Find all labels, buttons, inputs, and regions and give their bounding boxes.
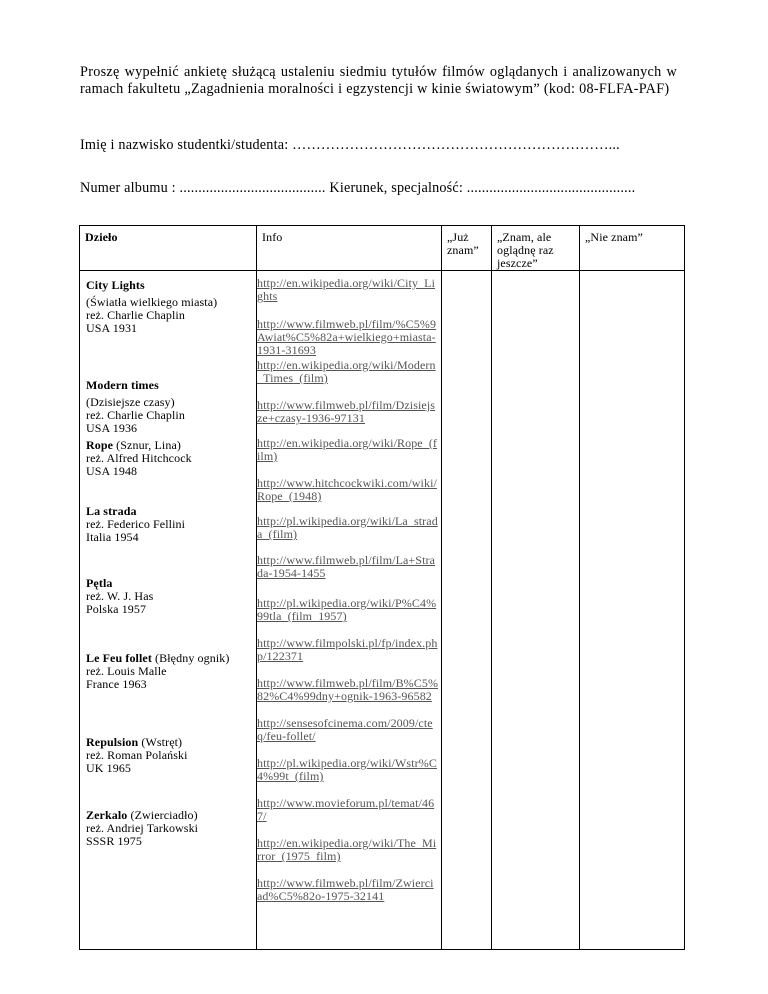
info-link[interactable]: http://en.wikipedia.org/wiki/City_Lights xyxy=(257,276,436,303)
films-column xyxy=(80,271,257,950)
film-country-year: Italia 1954 xyxy=(86,530,139,544)
film-title: Modern times xyxy=(86,378,159,392)
info-column xyxy=(257,271,442,950)
header-will-watch: „Znam, ale oglądnę raz jeszcze” xyxy=(492,226,580,271)
film-director: reż. Charlie Chaplin xyxy=(86,408,185,422)
film-title: City Lights xyxy=(86,278,145,292)
film-alt-title: (Błędny ognik) xyxy=(151,651,230,665)
film-polish-title: (Światła wielkiego miasta) xyxy=(86,295,218,309)
film-entry xyxy=(86,736,266,775)
film-alt-title: (Zwierciadło) xyxy=(127,808,198,822)
film-title: Le Feu follet xyxy=(86,651,152,665)
header-info: Info xyxy=(257,226,442,271)
info-link[interactable]: http://sensesofcinema.com/2009/cteq/feu-follet/ xyxy=(257,716,433,743)
film-title: La strada xyxy=(86,504,137,518)
survey-intro: Proszę wypełnić ankietę służącą ustaleniu siedmiu tytułów filmów oglądanych i analizowanych w ramach fakultetu „Zagadnienia moralności i egzystencji w kinie światowym” (kod: 08-FLFA-PAF) xyxy=(80,64,677,97)
header-work: Dzieło xyxy=(80,226,257,271)
film-country-year: SSSR 1975 xyxy=(86,834,142,848)
table-body-row xyxy=(80,271,685,950)
film-entry xyxy=(86,577,266,616)
info-link[interactable]: http://www.hitchcockwiki.com/wiki/Rope_(1948) xyxy=(257,476,437,503)
info-link[interactable]: http://en.wikipedia.org/wiki/Rope_(film) xyxy=(257,436,438,463)
header-not-known: „Nie znam” xyxy=(580,226,685,271)
film-director: reż. Roman Polański xyxy=(86,748,188,762)
student-name-line: Imię i nazwisko studentki/studenta: …………………………………………………………... xyxy=(80,137,620,153)
info-link[interactable]: http://www.filmweb.pl/film/Zwierciad%C5%82o-1975-32141 xyxy=(257,876,434,903)
film-director: reż. Alfred Hitchcock xyxy=(86,451,192,465)
film-title: Zerkalo xyxy=(86,808,128,822)
info-link[interactable]: http://www.filmweb.pl/film/La+Strada-1954-1455 xyxy=(257,553,436,580)
info-link[interactable]: http://pl.wikipedia.org/wiki/La_strada_(film) xyxy=(257,514,438,541)
film-entry xyxy=(86,809,266,848)
info-link[interactable]: http://www.filmweb.pl/film/Dzisiejsze+czasy-1936-97131 xyxy=(257,398,436,425)
known-checkbox-cell[interactable] xyxy=(442,271,492,950)
film-country-year: USA 1948 xyxy=(86,464,138,478)
film-entry xyxy=(86,279,266,335)
film-director: reż. W. J. Has xyxy=(86,589,154,603)
table-header-row xyxy=(80,226,685,271)
info-link[interactable]: http://pl.wikipedia.org/wiki/Wstr%C4%99t_(film) xyxy=(257,756,437,783)
film-title: Repulsion xyxy=(86,735,139,749)
info-link[interactable]: http://en.wikipedia.org/wiki/The_Mirror_(1975_film) xyxy=(257,836,437,863)
not-known-checkbox-cell[interactable] xyxy=(580,271,685,950)
info-link[interactable]: http://pl.wikipedia.org/wiki/P%C4%99tla_(film_1957) xyxy=(257,596,437,623)
film-entry xyxy=(86,505,266,544)
header-known: „Już znam” xyxy=(442,226,492,271)
info-link[interactable]: http://www.filmweb.pl/film/B%C5%82%C4%99dny+ognik-1963-96582 xyxy=(257,676,439,703)
info-link[interactable]: http://www.filmweb.pl/film/%C5%9Awiat%C5%82a+wielkiego+miasta-1931-31693 xyxy=(257,317,437,357)
film-polish-title: (Dzisiejsze czasy) xyxy=(86,395,175,409)
film-alt-title: (Wstręt) xyxy=(138,735,183,749)
film-survey-table xyxy=(79,225,685,950)
info-link[interactable]: http://www.filmpolski.pl/fp/index.php/122371 xyxy=(257,636,438,663)
info-link[interactable]: http://en.wikipedia.org/wiki/Modern_Times_(film) xyxy=(257,358,436,385)
film-director: reż. Charlie Chaplin xyxy=(86,308,185,322)
film-director: reż. Federico Fellini xyxy=(86,517,186,531)
film-director: reż. Louis Malle xyxy=(86,664,167,678)
film-country-year: France 1963 xyxy=(86,677,147,691)
film-director: reż. Andriej Tarkowski xyxy=(86,821,199,835)
film-title: Pętla xyxy=(86,576,113,590)
film-alt-title: (Sznur, Lina) xyxy=(113,438,181,452)
film-country-year: Polska 1957 xyxy=(86,602,147,616)
info-link[interactable]: http://www.movieforum.pl/temat/467/ xyxy=(257,796,435,823)
film-entry xyxy=(86,439,266,478)
film-entry xyxy=(86,652,266,691)
album-number-line: Numer albumu : ....................................... Kierunek, specjalność: ............................................. xyxy=(80,180,636,196)
film-entry xyxy=(86,379,266,435)
film-country-year: USA 1931 xyxy=(86,321,138,335)
film-title: Rope xyxy=(86,438,114,452)
will-watch-checkbox-cell[interactable] xyxy=(492,271,580,950)
film-country-year: USA 1936 xyxy=(86,421,138,435)
film-country-year: UK 1965 xyxy=(86,761,132,775)
